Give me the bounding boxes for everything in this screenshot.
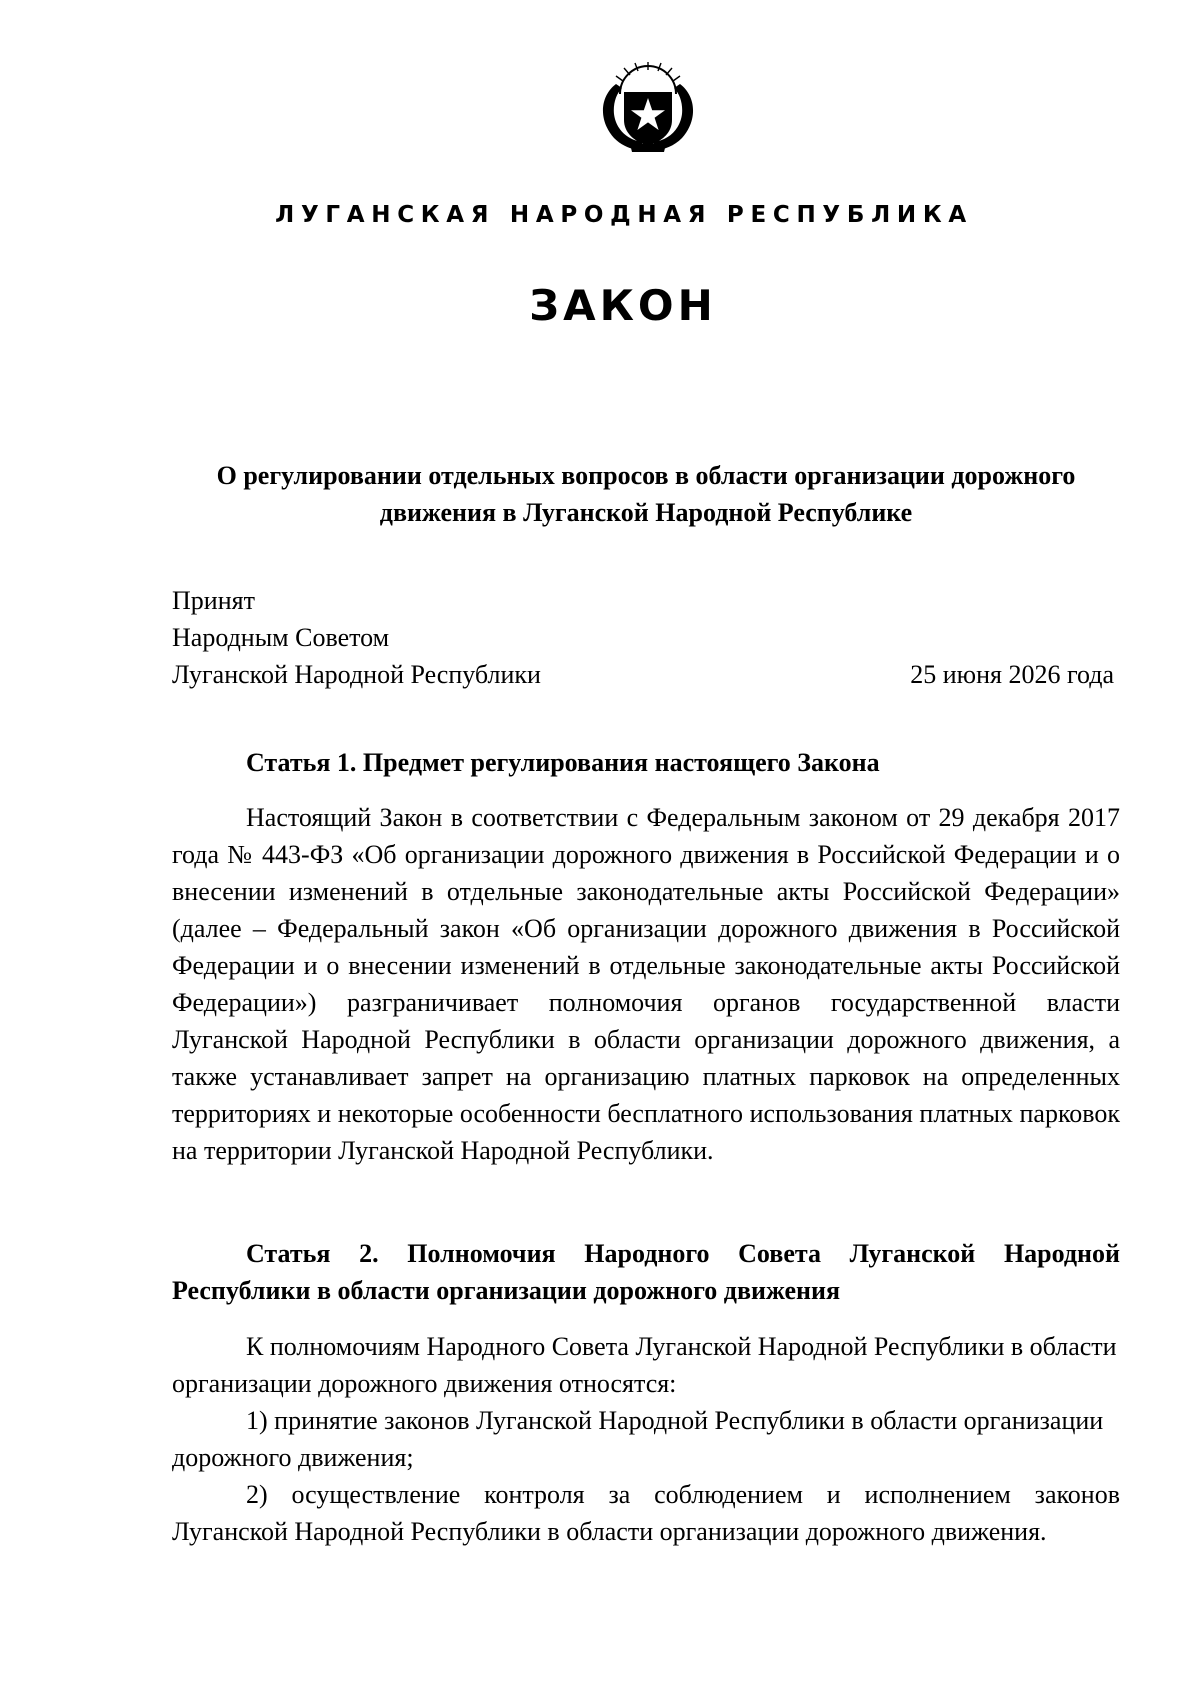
article-1-body [172,799,1120,1169]
document-type: ЗАКОН [529,281,717,330]
document-title-line-2: движения в Луганской Народной Республике [379,498,913,527]
article-2-item-1: 1) принятие законов Луганской Народной Республики в области организации дорожного движения; [172,1406,1104,1472]
article-2-body [172,1328,1120,1550]
republic-name: ЛУГАНСКАЯ НАРОДНАЯ РЕСПУБЛИКА [275,202,973,228]
adoption-line-3 [172,656,1120,693]
document-title-line-1: О регулировании отдельных вопросов в области организации дорожного [216,461,1076,490]
document-title [172,457,1120,531]
adoption-body-name: Луганской Народной Республики [172,660,541,689]
article-1-text: Настоящий Закон в соответствии с Федеральным законом от 29 декабря 2017 года № 443-ФЗ «Об организации дорожного движения в Российской Федерации и о внесении изменений в отдельные законодательные акты Российской Федерации» (далее – Федеральный закон «Об организации дорожного движения в Российской Федерации и о внесении изменений в отдельные законодательные акты Российской Федерации») разграничивает полномочия органов государственной власти Луганской Народной Республики в области организации дорожного движения, а также устанавливает запрет на организацию платных парковок на определенных территориях и некоторые особенности бесплатного использования платных парковок на территории Луганской Народной Республики. [172,803,1120,1165]
adoption-date: 25 июня 2026 года [910,660,1114,689]
article-1-heading: Статья 1. Предмет регулирования настоящего Закона [246,748,880,777]
lpr-coat-of-arms-icon [594,58,702,156]
article-2 [172,1235,1120,1309]
adoption-line-2: Народным Советом [172,623,390,652]
article-2-item-2: 2) осуществление контроля за соблюдением и исполнением законов Луганской Народной Республики в области организации дорожного движения. [172,1480,1120,1546]
article-2-intro: К полномочиям Народного Совета Луганской Народной Республики в области организации дорожного движения относятся: [172,1332,1117,1398]
adoption-line-1: Принят [172,586,255,615]
article-1 [172,744,1120,781]
adoption-block [172,582,1120,693]
article-2-heading: Статья 2. Полномочия Народного Совета Луганской Народной Республики в области организации дорожного движения [172,1239,1120,1305]
